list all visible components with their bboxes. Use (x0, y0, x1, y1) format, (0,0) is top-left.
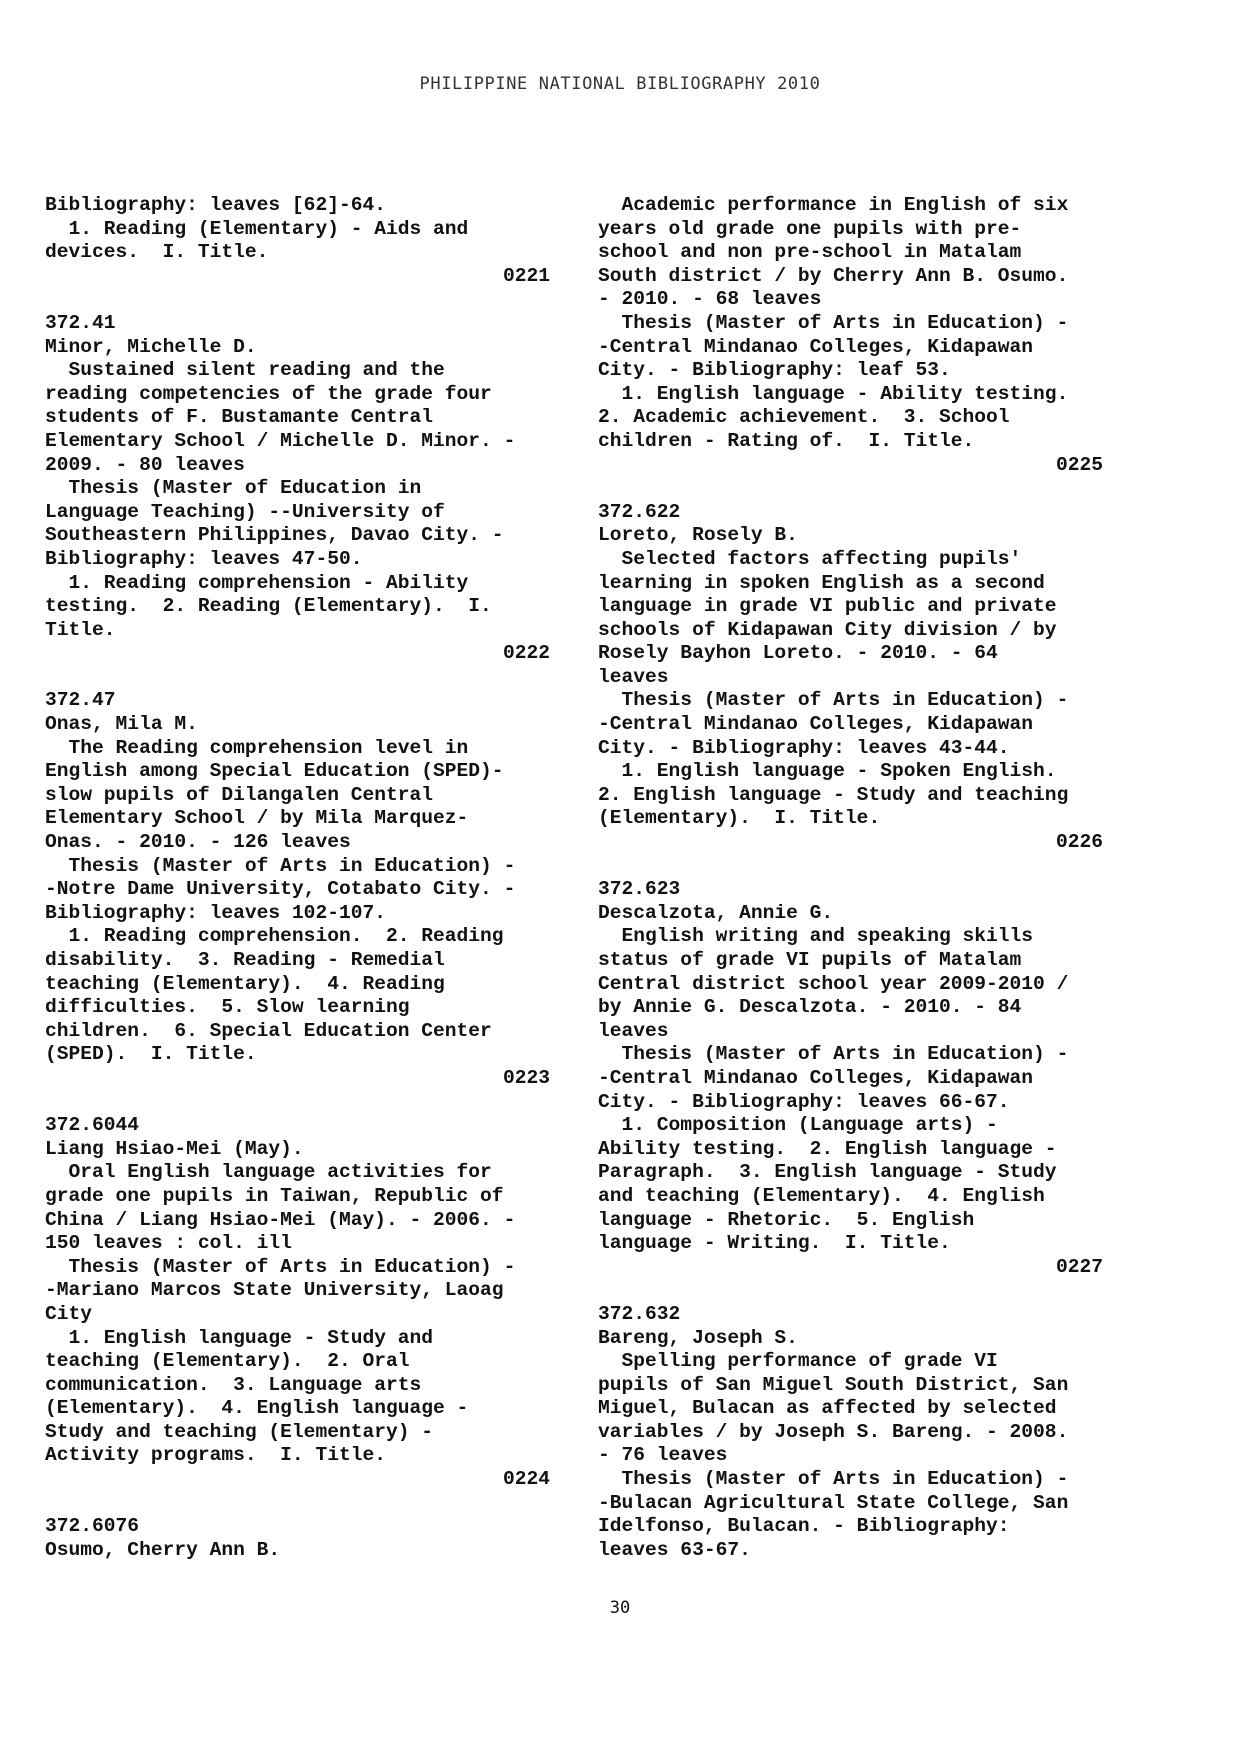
record-number: 0223 (502, 1066, 550, 1089)
text-line: - 76 leaves (598, 1444, 728, 1467)
text-line (598, 855, 1103, 879)
text-line: Study and teaching (Elementary) - (45, 1420, 434, 1443)
text-line: language - Writing. I. Title. (598, 1232, 951, 1255)
text-line: 1. Composition (Language arts) - (598, 1114, 998, 1137)
text-line: slow pupils of Dilangalen Central (45, 783, 434, 806)
text-line: City. - Bibliography: leaves 66-67. (598, 1090, 1010, 1113)
text-line: South district / by Cherry Ann B. Osumo. (598, 264, 1069, 287)
text-line: (Elementary). I. Title. (598, 807, 881, 830)
text-line: children - Rating of. I. Title. (598, 429, 975, 452)
text-line: Minor, Michelle D. (45, 335, 257, 358)
text-line: -Notre Dame University, Cotabato City. - (45, 878, 516, 901)
text-line: -Central Mindanao Colleges, Kidapawan (598, 713, 1034, 736)
text-line: Academic performance in English of six (598, 194, 1069, 216)
text-line (598, 1279, 1103, 1303)
text-line: Idelfonso, Bulacan. - Bibliography: (598, 1515, 1010, 1538)
text-line: 2. English language - Study and teaching (598, 783, 1069, 806)
text-line: 1. English language - Study and (45, 1326, 434, 1349)
call-number: 372.622 (598, 500, 681, 523)
text-line: Title. (45, 618, 116, 641)
text-line: Thesis (Master of Arts in Education) - (45, 854, 516, 877)
text-line: Sustained silent reading and the (45, 359, 445, 382)
text-line: (Elementary). 4. English language - (45, 1397, 469, 1420)
text-line: City (45, 1302, 93, 1325)
text-line: Ability testing. 2. English language - (598, 1137, 1057, 1160)
text-line: Loreto, Rosely B. (598, 524, 798, 547)
page-number: 30 (609, 1598, 631, 1618)
text-line: leaves 63-67. (598, 1538, 751, 1561)
text-line: Miguel, Bulacan as affected by selected (598, 1397, 1057, 1420)
text-line: Central district school year 2009-2010 / (598, 972, 1069, 995)
record-number: 0224 (502, 1468, 550, 1491)
call-number: 372.6076 (45, 1515, 140, 1538)
record-number: 0227 (1055, 1255, 1103, 1278)
text-line: Osumo, Cherry Ann B. (45, 1538, 281, 1561)
text-line: Thesis (Master of Arts in Education) - (598, 311, 1069, 334)
text-line: Paragraph. 3. English language - Study (598, 1161, 1057, 1184)
text-line: Descalzota, Annie G. (598, 901, 834, 924)
text-line: language - Rhetoric. 5. English (598, 1208, 975, 1231)
record-number: 0222 (502, 642, 550, 665)
text-line: -Central Mindanao Colleges, Kidapawan (598, 1066, 1034, 1089)
text-line: (SPED). I. Title. (45, 1043, 257, 1066)
text-line: communication. 3. Language arts (45, 1373, 422, 1396)
text-line: Spelling performance of grade VI (598, 1350, 998, 1373)
text-line: learning in spoken English as a second (598, 571, 1045, 594)
text-line: teaching (Elementary). 2. Oral (45, 1350, 410, 1373)
text-line: - 2010. - 68 leaves (598, 288, 822, 311)
text-line: Rosely Bayhon Loreto. - 2010. - 64 (598, 642, 998, 665)
text-line: 1. Reading (Elementary) - Aids and (45, 217, 469, 240)
text-line: 2009. - 80 leaves (45, 453, 245, 476)
text-line: and teaching (Elementary). 4. English (598, 1184, 1045, 1207)
right-column (598, 194, 1103, 1562)
text-line: 150 leaves : col. ill (45, 1232, 292, 1255)
text-line: Bareng, Joseph S. (598, 1326, 798, 1349)
text-line: testing. 2. Reading (Elementary). I. (45, 595, 492, 618)
text-line: Onas. - 2010. - 126 leaves (45, 831, 351, 854)
text-line: -Central Mindanao Colleges, Kidapawan (598, 335, 1034, 358)
text-line: City. - Bibliography: leaves 43-44. (598, 736, 1010, 759)
text-line: Thesis (Master of Arts in Education) - (598, 689, 1069, 712)
text-line (45, 1492, 550, 1516)
text-line: The Reading comprehension level in (45, 736, 469, 759)
text-line (45, 1091, 550, 1115)
record-number: 0225 (1055, 453, 1103, 476)
text-line: years old grade one pupils with pre- (598, 217, 1022, 240)
text-line: 1. English language - Spoken English. (598, 760, 1057, 783)
text-line: Thesis (Master of Arts in Education) - (598, 1468, 1069, 1491)
text-line: Thesis (Master of Arts in Education) - (45, 1255, 516, 1278)
text-line: -Mariano Marcos State University, Laoag (45, 1279, 504, 1302)
text-line: difficulties. 5. Slow learning (45, 996, 410, 1019)
text-line: Selected factors affecting pupils' (598, 547, 1022, 570)
text-line: Onas, Mila M. (45, 713, 198, 736)
text-line: Oral English language activities for (45, 1161, 492, 1184)
text-line: Activity programs. I. Title. (45, 1444, 386, 1467)
text-line: Southeastern Philippines, Davao City. - (45, 524, 504, 547)
call-number: 372.41 (45, 311, 116, 334)
text-line: Bibliography: leaves 47-50. (45, 547, 363, 570)
text-line: Elementary School / Michelle D. Minor. - (45, 429, 516, 452)
text-line: students of F. Bustamante Central (45, 406, 434, 429)
record-number: 0221 (502, 264, 550, 287)
text-line: reading competencies of the grade four (45, 382, 492, 405)
text-line: 1. Reading comprehension. 2. Reading (45, 925, 504, 948)
text-line: -Bulacan Agricultural State College, San (598, 1491, 1069, 1514)
text-line: devices. I. Title. (45, 241, 269, 264)
text-line: Language Teaching) --University of (45, 500, 445, 523)
call-number: 372.47 (45, 689, 116, 712)
text-line: leaves (598, 1019, 669, 1042)
call-number: 372.623 (598, 878, 681, 901)
left-column (45, 194, 550, 1562)
text-line: disability. 3. Reading - Remedial (45, 949, 445, 971)
text-line: by Annie G. Descalzota. - 2010. - 84 (598, 996, 1022, 1019)
call-number: 372.632 (598, 1302, 681, 1325)
text-line: Thesis (Master of Education in (45, 477, 422, 500)
text-line: Bibliography: leaves [62]-64. (45, 194, 386, 216)
text-line: teaching (Elementary). 4. Reading (45, 972, 445, 995)
text-line: China / Liang Hsiao-Mei (May). - 2006. - (45, 1208, 516, 1231)
text-line: language in grade VI public and private (598, 595, 1057, 618)
page-header: PHILIPPINE NATIONAL BIBLIOGRAPHY 2010 (419, 74, 821, 94)
text-line: English among Special Education (SPED)- (45, 760, 504, 783)
text-line: children. 6. Special Education Center (45, 1019, 492, 1042)
text-line (598, 477, 1103, 501)
text-line: City. - Bibliography: leaf 53. (598, 359, 951, 382)
text-line: leaves (598, 665, 669, 688)
text-line: status of grade VI pupils of Matalam (598, 949, 1022, 971)
text-line: Thesis (Master of Arts in Education) - (598, 1043, 1069, 1066)
text-line: 1. Reading comprehension - Ability (45, 571, 469, 594)
text-line: Liang Hsiao-Mei (May). (45, 1137, 304, 1160)
text-line: variables / by Joseph S. Bareng. - 2008. (598, 1420, 1069, 1443)
text-line: grade one pupils in Taiwan, Republic of (45, 1184, 504, 1207)
text-line: English writing and speaking skills (598, 925, 1034, 948)
text-line: Elementary School / by Mila Marquez- (45, 807, 469, 830)
text-line: school and non pre-school in Matalam (598, 241, 1022, 264)
text-line: schools of Kidapawan City division / by (598, 618, 1057, 641)
text-line (45, 666, 550, 690)
record-number: 0226 (1055, 831, 1103, 854)
text-line (45, 288, 550, 312)
text-line: 1. English language - Ability testing. (598, 382, 1069, 405)
call-number: 372.6044 (45, 1114, 140, 1137)
text-line: Bibliography: leaves 102-107. (45, 901, 386, 924)
text-line: pupils of San Miguel South District, San (598, 1373, 1069, 1396)
text-line: 2. Academic achievement. 3. School (598, 406, 1010, 429)
